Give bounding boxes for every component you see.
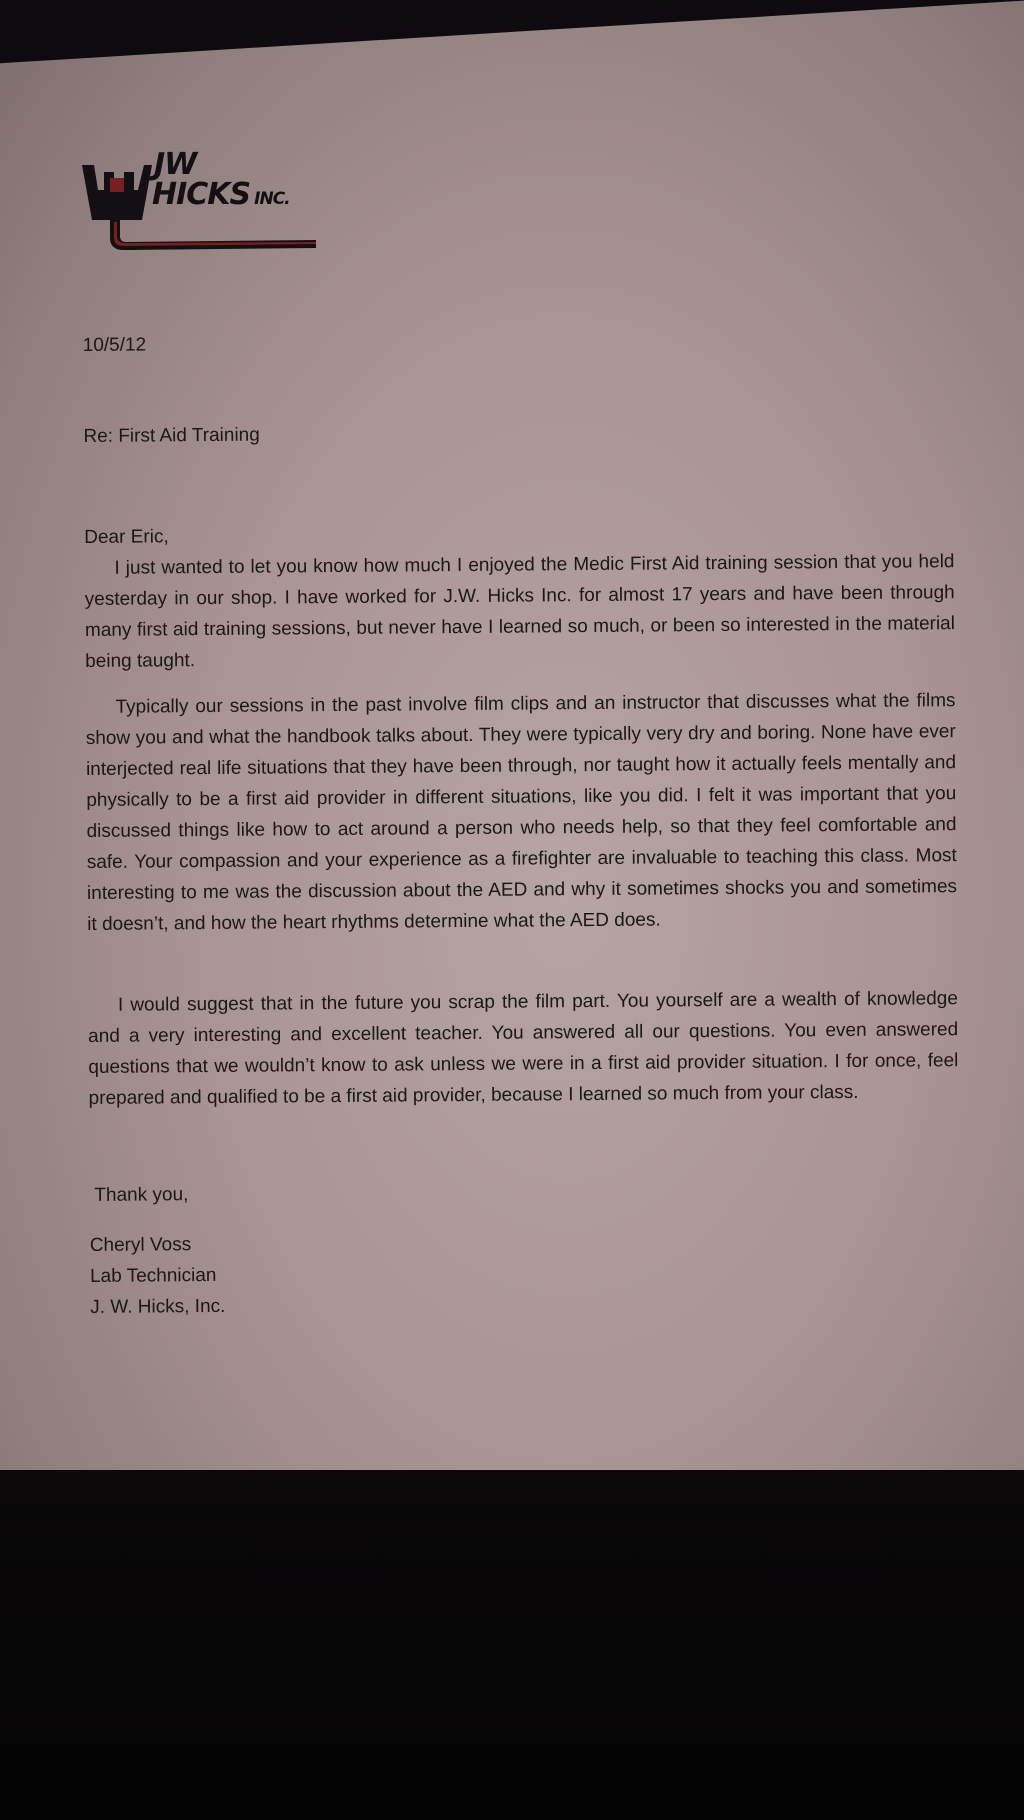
letter-paragraph: Typically our sessions in the past involve film clips and an instructor that discusses what the films show you and what the handbook talks about. They were typically very dry and boring. None have ever interjected real life situations that they have been through, nor taught how it actually feels mentally and physically to be a first aid provider in different situations, like you did. I felt it was important that you discussed things like how to act around a person who needs help, so that they feel comfortable and safe. Your compassion and your experience as a firefighter are invaluable to teaching this class. Most interesting to me was the discussion about the AED and why it sometimes shocks you and sometimes it doesn’t, and how the heart rhythms determine what the AED does. [85,690,958,935]
logo-hicks-text [152,177,290,212]
signature-company: J. W. Hicks, Inc. [90,1295,226,1318]
letter-closing: Thank you, [94,1184,189,1206]
signature-title: Lab Technician [89,1264,217,1287]
signature-name: Cheryl Voss [89,1234,192,1256]
logo-hicks-word: HICKS [152,177,251,212]
letter-paragraph: I just wanted to let you know how much I enjoyed the Medic First Aid training session that you held yesterday in our shop. I have worked for J.W. Hicks Inc. for almost 17 years and have been through many first aid training sessions, but never have I learned so much, or been so interested in the material being taught. [84,551,956,672]
logo-wordmark [152,147,290,212]
letter-paragraph: I would suggest that in the future you scrap the film part. You yourself are a wealth of knowledge and a very interesting and excellent teacher. You answered all our questions. You even answered questions that we wouldn’t know to ask unless we were in a first aid provider situation. I for once, feel prepared and qualified to be a first aid provider, because I learned so much from your class. [88,988,959,1109]
letter-salutation: Dear Eric, [84,526,169,548]
letter-subject: Re: First Aid Training [83,424,260,447]
logo-inc-text: INC. [254,189,290,209]
logo-jw-text: JW [154,147,197,182]
company-logo [80,147,320,265]
letter-date: 10/5/12 [82,334,147,356]
dark-background [0,1470,1024,1820]
